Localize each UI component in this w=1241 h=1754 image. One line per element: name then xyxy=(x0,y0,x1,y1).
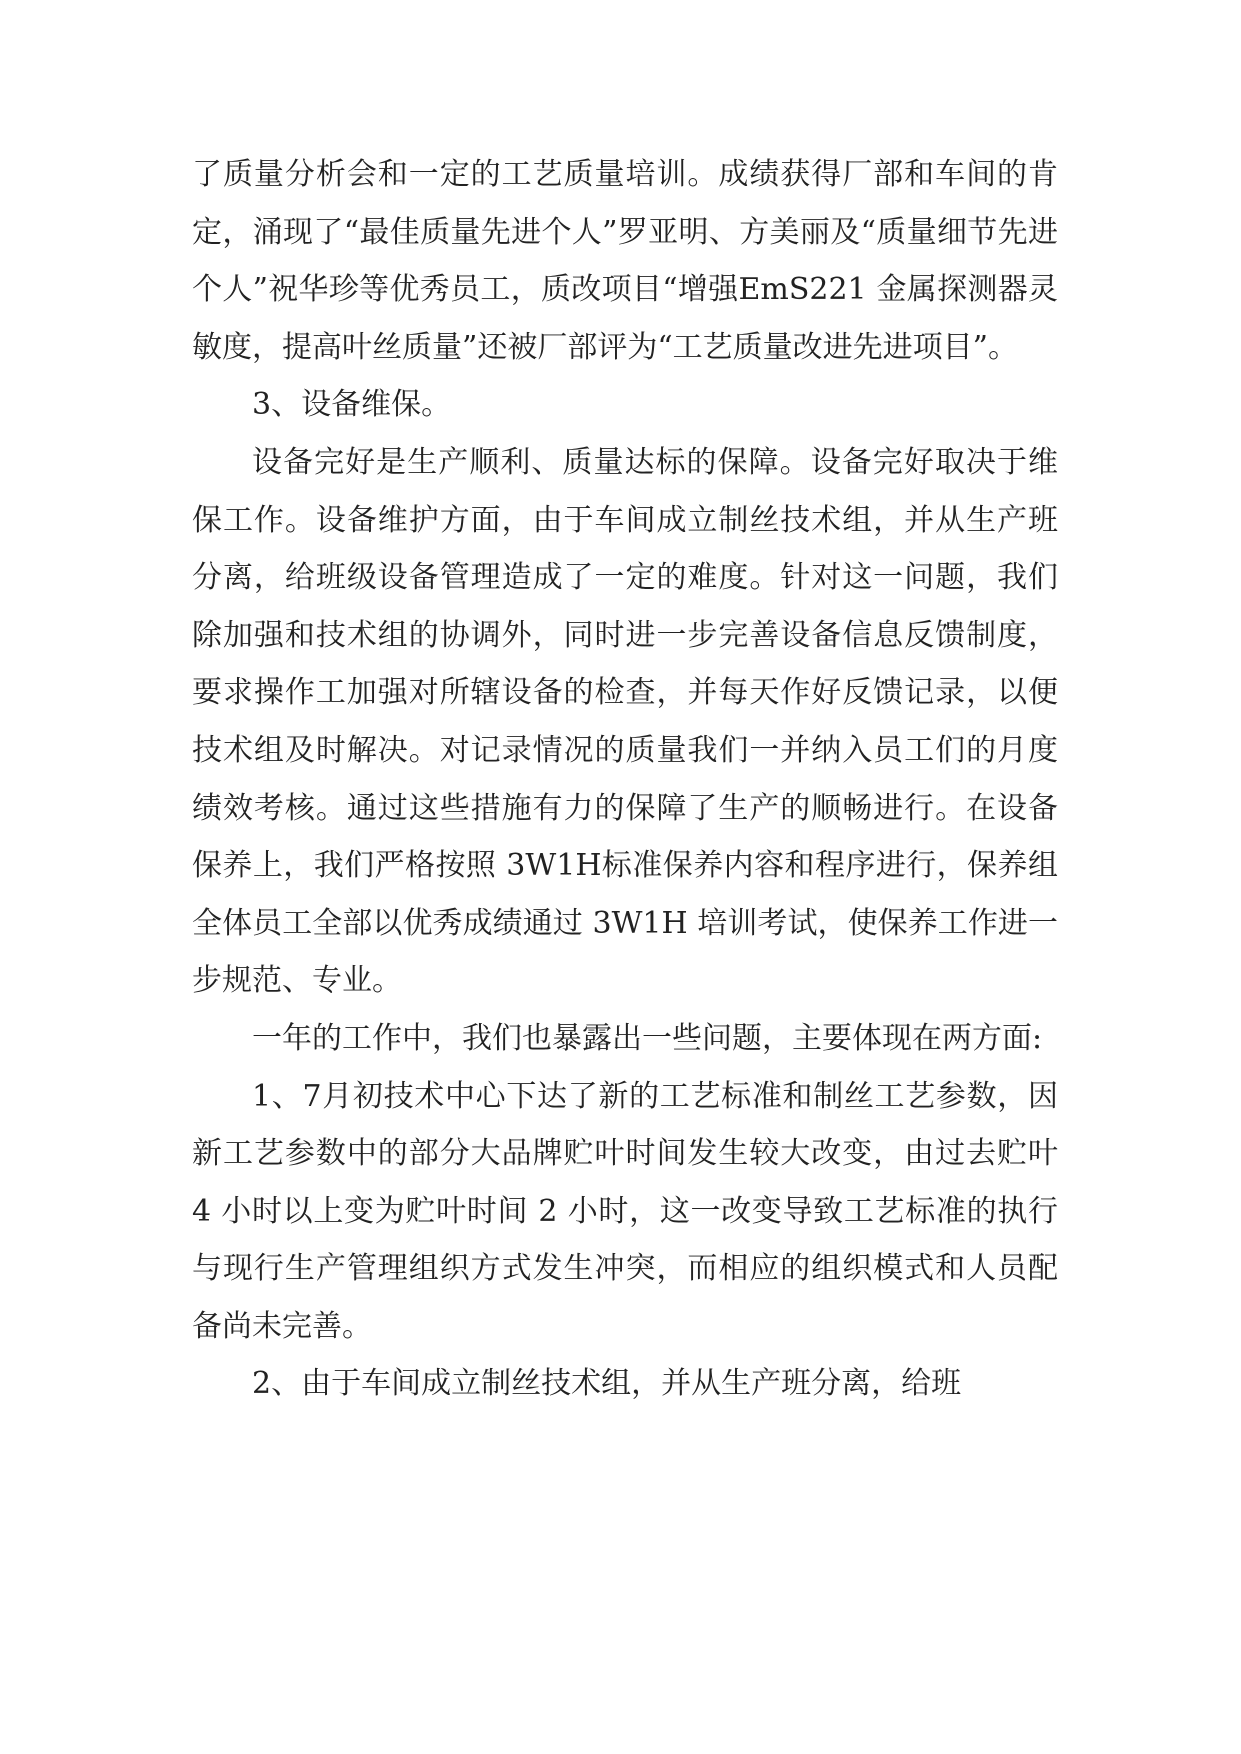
paragraph-equipment-maintenance: 设备完好是生产顺利、质量达标的保障。设备完好取决于维保工作。设备维护方面，由于车间成立制丝技术组，并从生产班分离，给班级设备管理造成了一定的难度。针对这一问题，我们除加强和技术组的协调外，同时进一步完善设备信息反馈制度，要求操作工加强对所辖设备的检查，并每天作好反馈记录，以便技术组及时解决。对记录情况的质量我们一并纳入员工们的月度绩效考核。通过这些措施有力的保障了生产的顺畅进行。在设备保养上，我们严格按照 3W1H标准保养内容和程序进行，保养组全体员工全部以优秀成绩通过 3W1H 培训考试，使保养工作进一步规范、专业。 xyxy=(192,444,1058,999)
heading-equipment-maintenance: 3、设备维保。 xyxy=(252,387,452,423)
paragraph-quality-training: 了质量分析会和一定的工艺质量培训。成绩获得厂部和车间的肯定，涌现了“最佳质量先进个人”罗亚明、方美丽及“质量细节先进个人”祝华珍等优秀员工，质改项目“增强EmS221 金属探测器灵敏度，提高叶丝质量”还被厂部评为“工艺质量改进先进项目”。 xyxy=(192,157,1058,365)
paragraph-problem-2: 2、由于车间成立制丝技术组，并从生产班分离，给班 xyxy=(252,1366,962,1402)
paragraph-problems-intro: 一年的工作中，我们也暴露出一些问题，主要体现在两方面: xyxy=(252,1020,1043,1056)
paragraph-problem-1: 1、7月初技术中心下达了新的工艺标准和制丝工艺参数，因新工艺参数中的部分大品牌贮叶时间发生较大改变，由过去贮叶 4 小时以上变为贮叶时间 2 小时，这一改变导致工艺标准的执行与现行生产管理组织方式发生冲突，而相应的组织模式和人员配备尚未完善。 xyxy=(192,1078,1058,1344)
document-page xyxy=(192,146,1058,1413)
